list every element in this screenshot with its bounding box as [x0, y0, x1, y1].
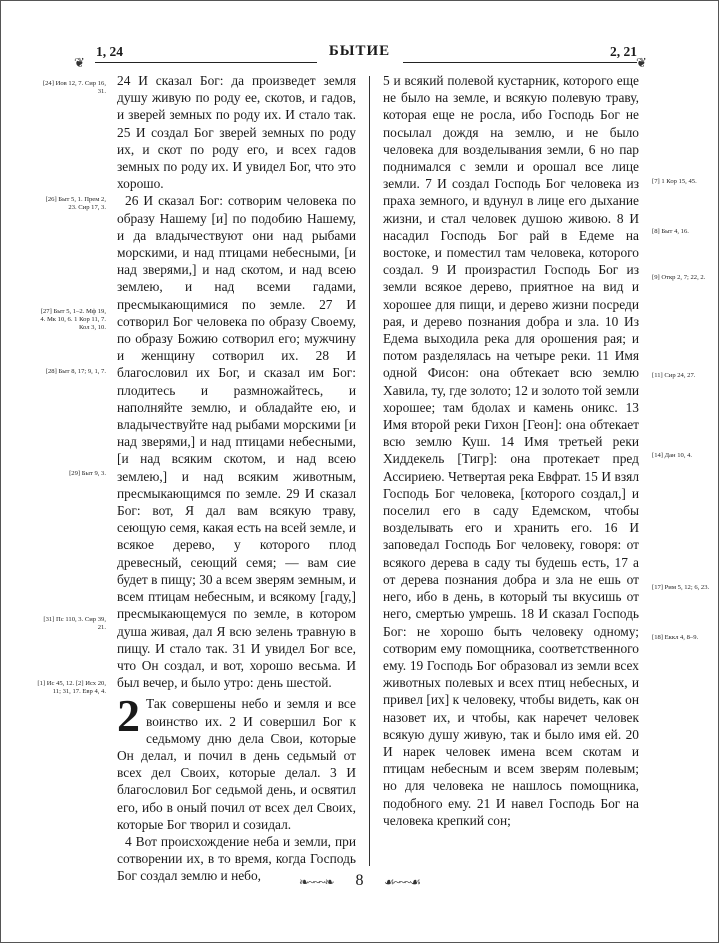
margin-reference-left: [31] Пс 110, 3. Сир 39, 21. — [43, 616, 106, 631]
footer-ornament-left-icon: ❧~~~❧ — [299, 875, 334, 889]
margin-reference-left: [26] Быт 5, 1. Прем 2, 23. Сир 17, 3. — [45, 196, 106, 211]
column-divider — [369, 76, 370, 866]
paragraph-verse-4: 4 Вот происхождение неба и земли, при сотворении их, в то время, когда Господь Бог создал землю и небо, — [117, 833, 356, 884]
paragraph-verses-24-25: 24 И сказал Бог: да произведет земля душу живую по роду ее, скотов, и гадов, и зверей земных по роду их. И стало так. 25 И создал Бог зверей земных по роду их, и скот по роду его, и всех гадов земных по роду их. И увидел Бог, что это хорошо. — [117, 73, 356, 192]
margin-reference-left: [1] Ис 45, 12. [2] Исх 20, 11; 31, 17. Евр 4, 4. — [37, 680, 106, 695]
right-column — [383, 72, 639, 829]
margin-reference-right: [14] Дан 10, 4. — [652, 452, 693, 459]
header-chapter-verse-right: 2, 21 — [610, 44, 637, 59]
footer-ornament-right-icon: ☙~~~☙ — [384, 875, 420, 889]
paragraph-verses-5-21: 5 и всякий полевой кустарник, которого еще не было на земле, и всякую полевую траву, которая еще не росла, ибо Господь Бог не посылал дождя на землю, и не было человека для возделывания земли, 6 но пар поднимался с земли и орошал все лице земли. 7 И создал Господь Бог человека из праха земного, и вдунул в лице его дыхание жизни, и стал человек душою живою. 8 И насадил Господь Бог рай в Едеме на востоке, и поместил там человека, которого создал. 9 И произрастил Господь Бог из земли всякое дерево, приятное на вид и хорошее для пищи, и дерево жизни посреди рая, и дерево познания добра и зла. 10 Из Едема выходила река для орошения рая; и потом разделялась на четыре реки. 11 Имя одной Фисон: она обтекает всю землю Хавила, ту, где золото; 12 и золото той земли хорошее; там бдолах и камень оникс. 13 Имя второй реки Гихон [Геон]: она обтекает всю землю Куш. 14 Имя третьей реки Хиддекель [Тигр]: она протекает пред Ассириею. Четвертая река Евфрат. 15 И взял Господь Бог человека, [которого создал,] и поселил его в саду Едемском, чтобы возделывать его и хранить его. 16 И заповедал Господь Бог человеку, говоря: от всякого дерева в саду ты будешь есть, 17 а от дерева познания добра и зла не ешь от него, ибо в день, в который ты вкусишь от него, смертью умрешь. 18 И сказал Господь Бог: не хорошо быть человеку одному; сотворим ему помощника, соответственного ему. 19 Господь Бог образовал из земли всех животных полевых и всех птиц небесных, и привел [их] к человеку, чтобы видеть, как он назовет их, и чтобы, как наречет человек всякую душу живую, так и было имя ей. 20 И нарек человек имена всем скотам и птицам небесным и всем зверям полевым; но для человека не нашлось помощника, подобного ему. 21 И навел Господь Бог на человека крепкий сон; — [383, 73, 639, 828]
margin-reference-right: [11] Сир 24, 27. — [652, 372, 696, 379]
margin-reference-right: [17] Рим 5, 12; 6, 23. — [652, 584, 710, 591]
margin-reference-left: [27] Быт 5, 1–2. Мф 19, 4. Мк 10, 6. 1 Кор 11, 7. Кол 3, 10. — [40, 308, 106, 331]
chapter-2-paragraph — [117, 690, 356, 833]
header-chapter-verse-left: 1, 24 — [96, 44, 123, 59]
chapter-number-dropcap: 2 — [117, 690, 140, 742]
page-title: БЫТИЕ — [328, 43, 391, 59]
margin-reference-right: [9] Откр 2, 7; 22, 2. — [652, 274, 706, 281]
header-rule-left — [95, 62, 317, 63]
margin-reference-right: [7] 1 Кор 15, 45. — [652, 178, 697, 185]
page-number: 8 — [355, 872, 364, 889]
header-ornament-left-icon: ❦ — [74, 55, 84, 70]
header-ornament-right-icon: ❦ — [636, 55, 646, 70]
margin-reference-left: [29] Быт 9, 3. — [69, 470, 106, 477]
margin-reference-left: [24] Иов 12, 7. Сир 16, 31. — [42, 80, 106, 95]
margin-reference-left: [28] Быт 8, 17; 9, 1, 7. — [45, 368, 106, 375]
header-rule-right — [403, 62, 637, 63]
left-column — [117, 72, 356, 885]
paragraph-verses-26-31: 26 И сказал Бог: сотворим человека по образу Нашему [и] по подобию Нашему, и да владычествуют они над рыбами морскими, и над птицами небесными, [и над зверями,] и над скотом, и над всею землею, и над всеми гадами, пресмыкающимися по земле. 27 И сотворил Бог человека по образу Своему, по образу Божию сотворил его; мужчину и женщину сотворил их. 28 И благословил их Бог, и сказал им Бог: плодитесь и размножайтесь, и наполняйте землю, и обладайте ею, и владычествуйте над рыбами морскими [и над зверями,] и над птицами небесными, [и над всяким скотом, и над всею землею,] и над всяким животным, пресмыкающимся по земле. 29 И сказал Бог: вот, Я дал вам всякую траву, сеющую семя, какая есть на всей земле, и всякое дерево, у которого плод древесный, сеющий семя; — вам сие будет в пищу; 30 а всем зверям земным, и всем птицам небесным, и всякому [гаду,] пресмыкающемуся по земле, в котором душа живая, дал Я всю зелень травную в пищу. И стало так. 31 И увидел Бог все, что Он создал, и вот, хорошо весьма. И был вечер, и было утро: день шестой. — [117, 193, 356, 691]
margin-reference-right: [8] Быт 4, 16. — [652, 228, 689, 235]
margin-reference-right: [18] Еккл 4, 8–9. — [652, 634, 699, 641]
chapter-2-verses-1-3: Так совершены небо и земля и все воинство их. 2 И совершил Бог к седьмому дню дела Свои, которые Он делал, и почил в день седьмый от всех дел Своих, которые делал. 3 И благословил Бог седьмой день, и освятил его, ибо в оный почил от всех дел Своих, которые Бог творил и созидал. — [117, 696, 356, 832]
